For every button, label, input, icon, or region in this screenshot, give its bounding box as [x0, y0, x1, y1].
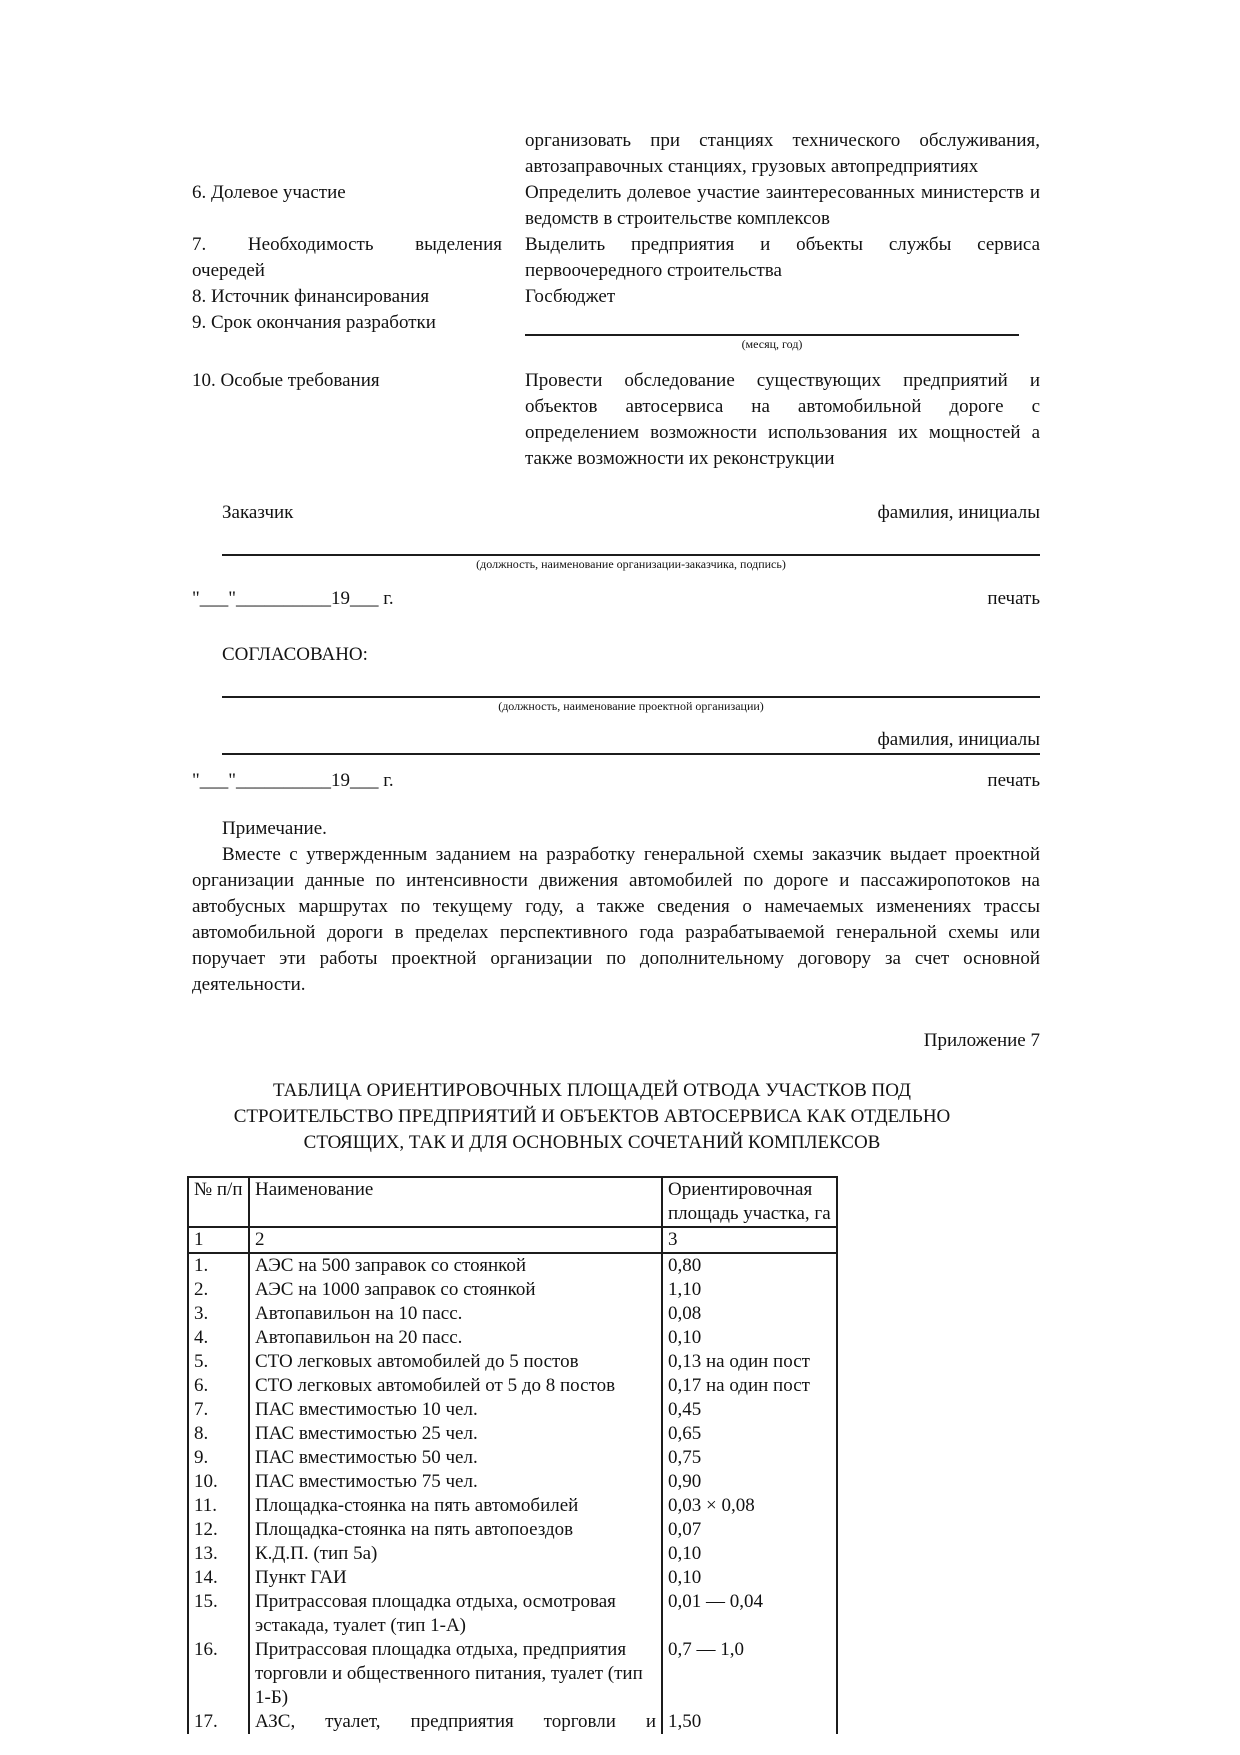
row-name-cell: Пункт ГАИ [249, 1566, 662, 1590]
table-title: ТАБЛИЦА ОРИЕНТИРОВОЧНЫХ ПЛОЩАДЕЙ ОТВОДА УЧАСТКОВ ПОД СТРОИТЕЛЬСТВО ПРЕДПРИЯТИЙ И ОБЪЕКТОВ АВТОСЕРВИСА КАК ОТДЕЛЬНО СТОЯЩИХ, ТАК И ДЛЯ ОСНОВНЫХ СОЧЕТАНИЙ КОМПЛЕКСОВ [233, 1080, 951, 1153]
table-row [188, 1422, 837, 1446]
column-number: 1 [188, 1227, 249, 1253]
areas-table-header [188, 1177, 837, 1253]
form-value: Госбюджет [525, 286, 616, 307]
agreed-label: СОГЛАСОВАНО: [222, 644, 368, 665]
row-area-cell: 0,13 на один пост [662, 1350, 837, 1374]
table-row [188, 1638, 837, 1710]
seal-label: печать [987, 588, 1040, 609]
row-name-cell: ПАС вместимостью 75 чел. [249, 1470, 662, 1494]
form-section [192, 128, 1040, 472]
customer-date-row [192, 586, 1040, 612]
date-fill-in: "___"__________19___ г. [192, 770, 394, 791]
row-area-cell: 0,17 на один пост [662, 1374, 837, 1398]
table-row [188, 1710, 837, 1734]
table-row [188, 1374, 837, 1398]
customer-label: Заказчик [222, 502, 294, 523]
form-row-6 [192, 180, 1040, 232]
form-value-blank [525, 310, 1040, 352]
signature-line-caption: (должность, наименование проектной организации) [498, 699, 764, 713]
row-name-cell: СТО легковых автомобилей до 5 постов [249, 1350, 662, 1374]
column-number: 3 [662, 1227, 837, 1253]
row-number-cell: 9. [188, 1446, 249, 1470]
form-value: организовать при станциях технического обслуживания, автозаправочных станциях, грузовых автопредприятиях [525, 130, 1040, 177]
row-area-cell: 0,07 [662, 1518, 837, 1542]
agreed-section [192, 642, 1040, 794]
date-fill-in: "___"__________19___ г. [192, 588, 394, 609]
form-row-8 [192, 284, 1040, 310]
table-row [188, 1542, 837, 1566]
agreed-name-hint: фамилия, инициалы [877, 729, 1040, 750]
form-label: 6. Долевое участие [192, 182, 346, 203]
table-row [188, 1302, 837, 1326]
header-num: № п/п [188, 1177, 249, 1227]
column-number: 2 [249, 1227, 662, 1253]
row-area-cell: 0,80 [662, 1253, 837, 1278]
note-title: Примечание. [222, 818, 327, 839]
row-number-cell: 6. [188, 1374, 249, 1398]
customer-signature-section [192, 500, 1040, 612]
fill-in-line [525, 310, 1019, 336]
areas-table [187, 1176, 838, 1734]
row-number-cell: 12. [188, 1518, 249, 1542]
table-row [188, 1398, 837, 1422]
row-area-cell: 0,75 [662, 1446, 837, 1470]
form-value: Выделить предприятия и объекты службы сервиса первоочередного строительства [525, 234, 1040, 281]
row-area-cell: 0,10 [662, 1326, 837, 1350]
seal-label: печать [987, 770, 1040, 791]
form-label: 10. Особые требования [192, 370, 380, 391]
row-area-cell: 0,65 [662, 1422, 837, 1446]
row-number-cell: 2. [188, 1278, 249, 1302]
form-label: 8. Источник финансирования [192, 286, 430, 307]
row-area-cell: 0,90 [662, 1470, 837, 1494]
form-row-7 [192, 232, 1040, 284]
row-area-cell: 0,10 [662, 1542, 837, 1566]
row-number-cell: 7. [188, 1398, 249, 1422]
row-name-cell: Площадка-стоянка на пять автомобилей [249, 1494, 662, 1518]
row-name-cell: АЗС, туалет, предприятия торговли и [249, 1710, 662, 1734]
table-row [188, 1446, 837, 1470]
row-number-cell: 4. [188, 1326, 249, 1350]
row-number-cell: 8. [188, 1422, 249, 1446]
row-number-cell: 16. [188, 1638, 249, 1710]
fill-in-caption: (месяц, год) [741, 337, 803, 351]
row-name-cell: СТО легковых автомобилей от 5 до 8 постов [249, 1374, 662, 1398]
row-number-cell: 14. [188, 1566, 249, 1590]
note-body: Вместе с утвержденным заданием на разработку генеральной схемы заказчик выдает проектной организации данные по интенсивности движения автомобилей по дороге и пассажиропотоков на автобусных маршрутах по текущему году, а также сведения о намечаемых изменениях трассы автомобильной дороги в пределах перспективного года разрабатываемой генеральной схемы или поручает эти работы проектной организации по дополнительному договору за счет основной деятельности. [192, 844, 1040, 995]
row-name-cell: АЭС на 500 заправок со стоянкой [249, 1253, 662, 1278]
row-number-cell: 17. [188, 1710, 249, 1734]
document-content [192, 128, 1040, 1734]
row-area-cell: 0,7 — 1,0 [662, 1638, 837, 1710]
form-value: Провести обследование существующих предприятий и объектов автосервиса на автомобильной дороге с определением возможности использования их мощностей а также возможности их реконструкции [525, 370, 1040, 469]
header-area: Ориентировочная площадь участка, га [662, 1177, 837, 1227]
row-number-cell: 13. [188, 1542, 249, 1566]
signature-line-caption: (должность, наименование организации-заказчика, подпись) [476, 557, 786, 571]
appendix-label: Приложение 7 [923, 1030, 1040, 1051]
customer-name-hint: фамилия, инициалы [877, 502, 1040, 523]
row-name-cell: ПАС вместимостью 25 чел. [249, 1422, 662, 1446]
table-row [188, 1590, 837, 1638]
row-name-cell: К.Д.П. (тип 5а) [249, 1542, 662, 1566]
row-number-cell: 10. [188, 1470, 249, 1494]
form-row-continuation [192, 128, 1040, 180]
note-section [192, 816, 1040, 998]
row-area-cell: 0,01 — 0,04 [662, 1590, 837, 1638]
form-label: 9. Срок окончания разработки [192, 312, 436, 333]
row-number-cell: 1. [188, 1253, 249, 1278]
row-name-cell: АЭС на 1000 заправок со стоянкой [249, 1278, 662, 1302]
row-area-cell: 0,45 [662, 1398, 837, 1422]
row-name-cell: Притрассовая площадка отдыха, предприятия торговли и общественного питания, туалет (тип 1-Б) [249, 1638, 662, 1710]
signature-line [222, 668, 1040, 698]
column-numbers-row [188, 1227, 837, 1253]
table-row [188, 1326, 837, 1350]
row-name-cell: Автопавильон на 10 пасс. [249, 1302, 662, 1326]
table-row [188, 1253, 837, 1278]
row-number-cell: 5. [188, 1350, 249, 1374]
row-name-cell: ПАС вместимостью 50 чел. [249, 1446, 662, 1470]
row-area-cell: 1,10 [662, 1278, 837, 1302]
row-name-cell: ПАС вместимостью 10 чел. [249, 1398, 662, 1422]
table-body [188, 1253, 837, 1734]
table-row [188, 1278, 837, 1302]
row-area-cell: 1,50 [662, 1710, 837, 1734]
table-row [188, 1494, 837, 1518]
table-row [188, 1518, 837, 1542]
table-row [188, 1350, 837, 1374]
form-row-10 [192, 368, 1040, 472]
row-name-cell: Притрассовая площадка отдыха, осмотровая эстакада, туалет (тип 1-А) [249, 1590, 662, 1638]
row-number-cell: 3. [188, 1302, 249, 1326]
header-row [188, 1177, 837, 1227]
row-area-cell: 0,03 × 0,08 [662, 1494, 837, 1518]
row-number-cell: 11. [188, 1494, 249, 1518]
form-label: 7. Необходимость выделения очередей [192, 234, 502, 281]
form-value: Определить долевое участие заинтересованных министерств и ведомств в строительстве комплексов [525, 182, 1040, 229]
row-name-cell: Площадка-стоянка на пять автопоездов [249, 1518, 662, 1542]
row-number-cell: 15. [188, 1590, 249, 1638]
name-fill-in-line [222, 727, 1040, 755]
header-name: Наименование [249, 1177, 662, 1227]
table-row [188, 1566, 837, 1590]
row-area-cell: 0,10 [662, 1566, 837, 1590]
agreed-date-row [192, 768, 1040, 794]
customer-signature-head [192, 500, 1040, 526]
signature-line [222, 526, 1040, 556]
row-name-cell: Автопавильон на 20 пасс. [249, 1326, 662, 1350]
table-row [188, 1470, 837, 1494]
form-row-9 [192, 310, 1040, 352]
row-area-cell: 0,08 [662, 1302, 837, 1326]
